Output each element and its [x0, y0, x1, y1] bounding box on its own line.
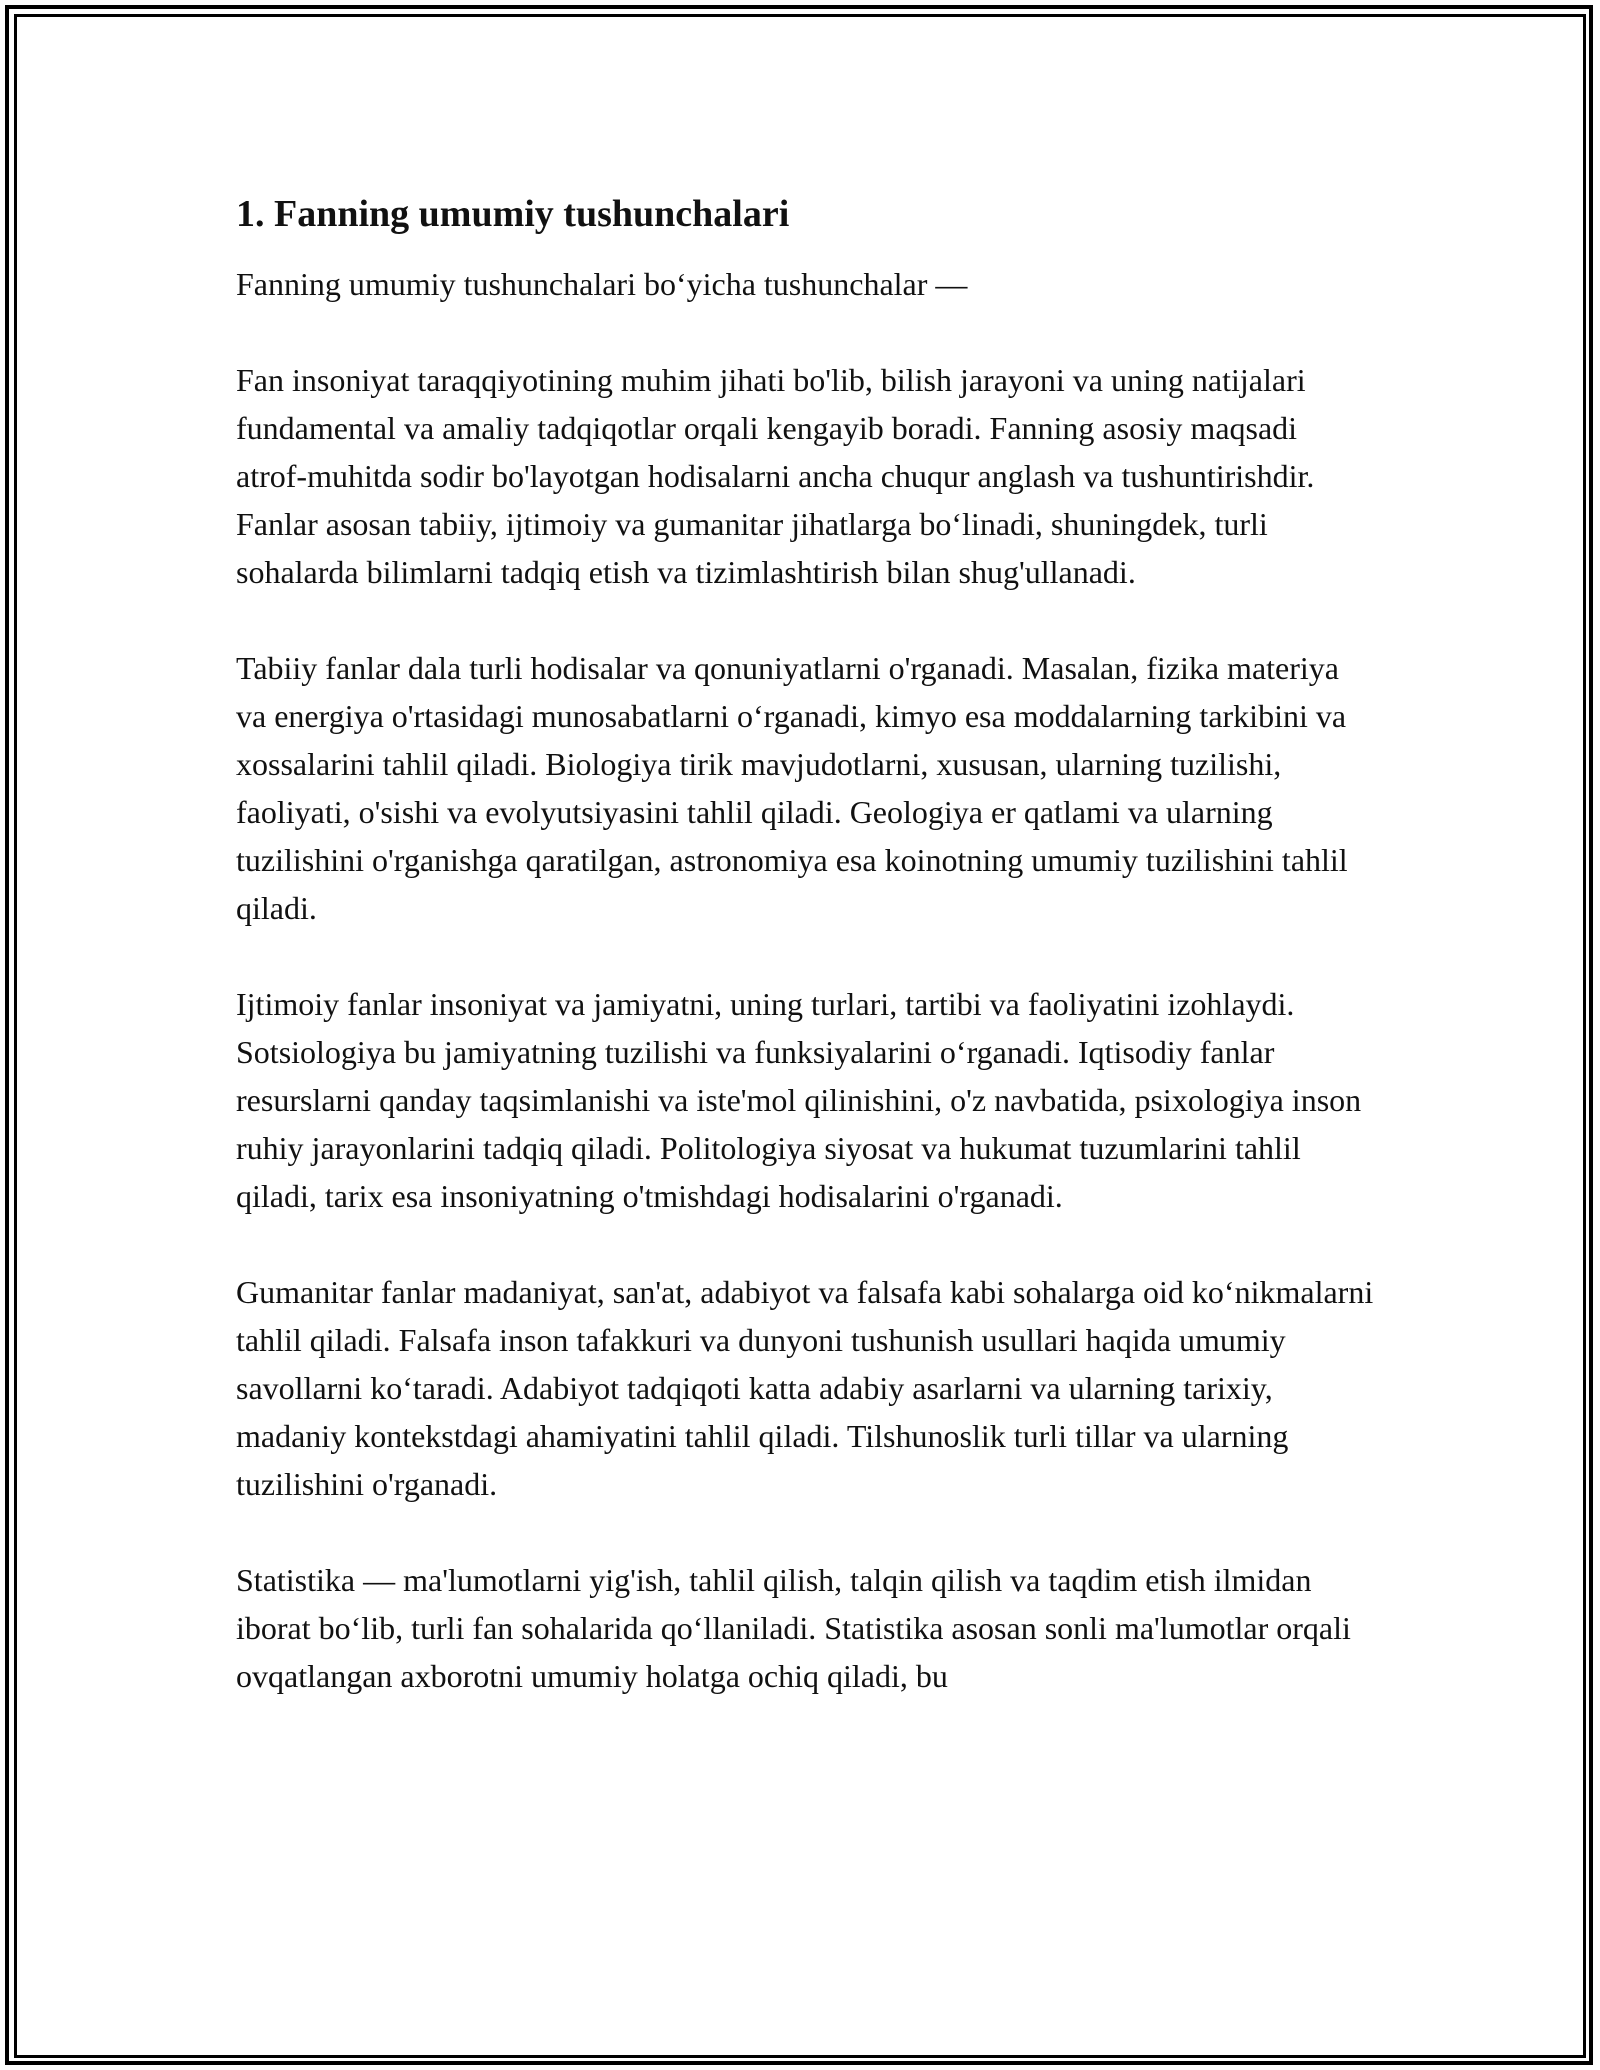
intro-line: Fanning umumiy tushunchalari bo‘yicha tushunchalar —	[236, 266, 968, 302]
section-title: 1. Fanning umumiy tushunchalari	[236, 193, 790, 235]
paragraph-statistics: Statistika — ma'lumotlarni yig'ish, tahlil qilish, talqin qilish va taqdim etish ilmidan iborat bo‘lib, turli fan sohalarida qo‘llaniladi. Statistika asosan sonli ma'lumotlar orqali ovqatlangan axborotni umumiy holatga ochiq qiladi, bu	[236, 1562, 1351, 1694]
paragraph-social-sciences: Ijtimoiy fanlar insoniyat va jamiyatni, uning turlari, tartibi va faoliyatini izohlaydi. Sotsiologiya bu jamiyatning tuzilishi va funksiyalarini o‘rganadi. Iqtisodiy fanlar resurslarni qanday taqsimlanishi va iste'mol qilinishini, o'z navbatida, psixologiya inson ruhiy jarayonlarini tadqiq qiladi. Politologiya siyosat va hukumat tuzumlarini tahlil qiladi, tarix esa insoniyatning o'tmishdagi hodisalarini o'rganadi.	[236, 986, 1362, 1214]
document-body	[236, 186, 1376, 1748]
paragraph-general: Fan insoniyat taraqqiyotining muhim jihati bo'lib, bilish jarayoni va uning natijalari fundamental va amaliy tadqiqotlar orqali kengayib boradi. Fanning asosiy maqsadi atrof-muhitda sodir bo'layotgan hodisalarni ancha chuqur anglash va tushuntirishdir. Fanlar asosan tabiiy, ijtimoiy va gumanitar jihatlarga bo‘linadi, shuningdek, turli sohalarda bilimlarni tadqiq etish va tizimlashtirish bilan shug'ullanadi.	[236, 362, 1315, 590]
paragraph-natural-sciences: Tabiiy fanlar dala turli hodisalar va qonuniyatlarni o'rganadi. Masalan, fizika materiya va energiya o'rtasidagi munosabatlarni o‘rganadi, kimyo esa moddalarning tarkibini va xossalarini tahlil qiladi. Biologiya tirik mavjudotlarni, xususan, ularning tuzilishi, faoliyati, o'sishi va evolyutsiyasini tahlil qiladi. Geologiya er qatlami va ularning tuzilishini o'rganishga qaratilgan, astronomiya esa koinotning umumiy tuzilishini tahlil qiladi.	[236, 650, 1348, 926]
paragraph-humanities: Gumanitar fanlar madaniyat, san'at, adabiyot va falsafa kabi sohalarga oid ko‘nikmalarni tahlil qiladi. Falsafa inson tafakkuri va dunyoni tushunish usullari haqida umumiy savollarni ko‘taradi. Adabiyot tadqiqoti katta adabiy asarlarni va ularning tarixiy, madaniy kontekstdagi ahamiyatini tahlil qiladi. Tilshunoslik turli tillar va ularning tuzilishini o'rganadi.	[236, 1274, 1374, 1502]
